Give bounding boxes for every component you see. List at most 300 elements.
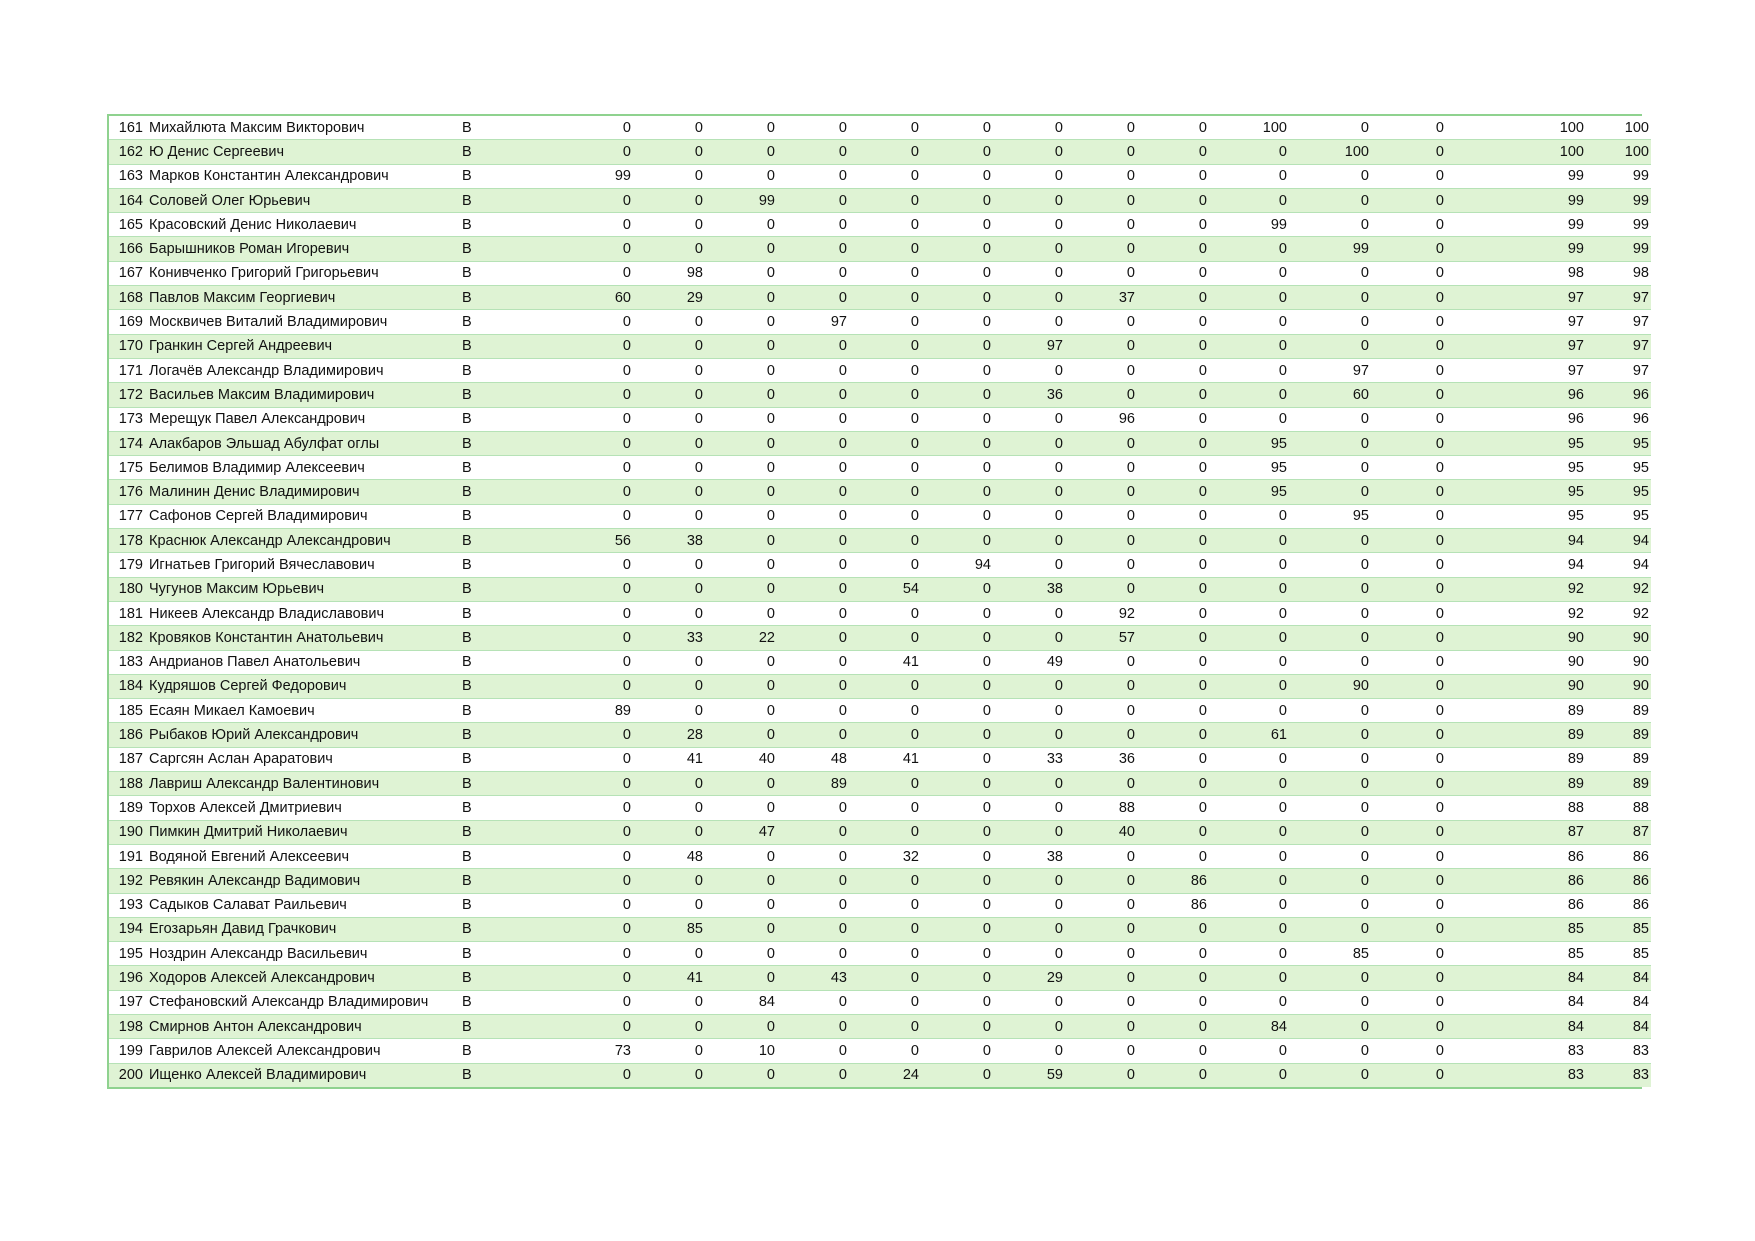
category-cell: B — [462, 188, 542, 212]
stage-score-cell: 0 — [781, 1014, 853, 1038]
participant-name-cell: Васильев Максим Владимирович — [149, 383, 462, 407]
stage-score-cell: 0 — [853, 310, 925, 334]
stage-score-cell: 0 — [1293, 772, 1375, 796]
stage-score-cell: 100 — [1213, 116, 1293, 140]
stage-score-cell: 0 — [1069, 529, 1141, 553]
total-score-cell: 99 — [1450, 188, 1586, 212]
participant-name-cell: Ю Денис Сергеевич — [149, 140, 462, 164]
table-row — [109, 1014, 1651, 1038]
place-cell: 175 — [109, 456, 149, 480]
stage-score-cell: 0 — [1069, 553, 1141, 577]
final-score-cell: 95 — [1586, 480, 1651, 504]
participant-name-cell: Соловей Олег Юрьевич — [149, 188, 462, 212]
place-cell: 195 — [109, 942, 149, 966]
place-cell: 178 — [109, 529, 149, 553]
stage-score-cell: 43 — [781, 966, 853, 990]
stage-score-cell: 0 — [925, 286, 997, 310]
stage-score-cell: 0 — [542, 140, 637, 164]
table-row — [109, 626, 1651, 650]
stage-score-cell: 0 — [781, 796, 853, 820]
place-cell: 187 — [109, 747, 149, 771]
stage-score-cell: 0 — [637, 820, 709, 844]
stage-score-cell: 0 — [1375, 553, 1450, 577]
stage-score-cell: 92 — [1069, 601, 1141, 625]
final-score-cell: 83 — [1586, 1039, 1651, 1063]
stage-score-cell: 41 — [637, 747, 709, 771]
stage-score-cell: 0 — [853, 917, 925, 941]
final-score-cell: 90 — [1586, 674, 1651, 698]
stage-score-cell: 0 — [925, 917, 997, 941]
stage-score-cell: 56 — [542, 529, 637, 553]
stage-score-cell: 0 — [853, 140, 925, 164]
stage-score-cell: 0 — [1375, 334, 1450, 358]
stage-score-cell: 0 — [1213, 383, 1293, 407]
stage-score-cell: 0 — [542, 820, 637, 844]
stage-score-cell: 0 — [542, 116, 637, 140]
stage-score-cell: 38 — [997, 844, 1069, 868]
stage-score-cell: 99 — [1293, 237, 1375, 261]
participant-name-cell: Малинин Денис Владимирович — [149, 480, 462, 504]
stage-score-cell: 0 — [853, 504, 925, 528]
table-row — [109, 699, 1651, 723]
place-cell: 193 — [109, 893, 149, 917]
table-row — [109, 140, 1651, 164]
total-score-cell: 95 — [1450, 504, 1586, 528]
stage-score-cell: 0 — [781, 431, 853, 455]
participant-name-cell: Кровяков Константин Анатольевич — [149, 626, 462, 650]
stage-score-cell: 0 — [709, 480, 781, 504]
stage-score-cell: 0 — [709, 601, 781, 625]
table-row — [109, 1063, 1651, 1087]
stage-score-cell: 0 — [1141, 286, 1213, 310]
stage-score-cell: 0 — [997, 116, 1069, 140]
stage-score-cell: 0 — [997, 1039, 1069, 1063]
place-cell: 165 — [109, 213, 149, 237]
final-score-cell: 86 — [1586, 869, 1651, 893]
stage-score-cell: 0 — [925, 1039, 997, 1063]
stage-score-cell: 0 — [781, 456, 853, 480]
participant-name-cell: Игнатьев Григорий Вячеславович — [149, 553, 462, 577]
stage-score-cell: 0 — [1213, 796, 1293, 820]
total-score-cell: 99 — [1450, 237, 1586, 261]
stage-score-cell: 36 — [997, 383, 1069, 407]
stage-score-cell: 0 — [1141, 1014, 1213, 1038]
stage-score-cell: 0 — [1069, 917, 1141, 941]
stage-score-cell: 0 — [853, 116, 925, 140]
stage-score-cell: 61 — [1213, 723, 1293, 747]
stage-score-cell: 0 — [1293, 480, 1375, 504]
stage-score-cell: 0 — [925, 772, 997, 796]
category-cell: B — [462, 286, 542, 310]
stage-score-cell: 0 — [709, 553, 781, 577]
stage-score-cell: 0 — [1069, 116, 1141, 140]
stage-score-cell: 0 — [781, 1063, 853, 1087]
stage-score-cell: 0 — [1069, 383, 1141, 407]
stage-score-cell: 0 — [781, 286, 853, 310]
final-score-cell: 89 — [1586, 747, 1651, 771]
table-row — [109, 310, 1651, 334]
place-cell: 179 — [109, 553, 149, 577]
stage-score-cell: 0 — [1375, 796, 1450, 820]
stage-score-cell: 0 — [997, 480, 1069, 504]
table-row — [109, 917, 1651, 941]
stage-score-cell: 0 — [853, 407, 925, 431]
place-cell: 199 — [109, 1039, 149, 1063]
stage-score-cell: 37 — [1069, 286, 1141, 310]
place-cell: 168 — [109, 286, 149, 310]
total-score-cell: 97 — [1450, 310, 1586, 334]
stage-score-cell: 0 — [637, 334, 709, 358]
stage-score-cell: 0 — [997, 772, 1069, 796]
stage-score-cell: 0 — [542, 990, 637, 1014]
stage-score-cell: 0 — [709, 431, 781, 455]
stage-score-cell: 0 — [1141, 626, 1213, 650]
total-score-cell: 90 — [1450, 626, 1586, 650]
stage-score-cell: 0 — [1069, 869, 1141, 893]
stage-score-cell: 0 — [637, 237, 709, 261]
total-score-cell: 100 — [1450, 116, 1586, 140]
stage-score-cell: 0 — [781, 188, 853, 212]
stage-score-cell: 0 — [781, 844, 853, 868]
table-row — [109, 358, 1651, 382]
stage-score-cell: 0 — [925, 237, 997, 261]
final-score-cell: 94 — [1586, 529, 1651, 553]
stage-score-cell: 0 — [1375, 164, 1450, 188]
stage-score-cell: 0 — [709, 674, 781, 698]
stage-score-cell: 33 — [997, 747, 1069, 771]
participant-name-cell: Гранкин Сергей Андреевич — [149, 334, 462, 358]
final-score-cell: 92 — [1586, 601, 1651, 625]
stage-score-cell: 0 — [781, 869, 853, 893]
stage-score-cell: 95 — [1293, 504, 1375, 528]
participant-name-cell: Кудряшов Сергей Федорович — [149, 674, 462, 698]
stage-score-cell: 0 — [709, 164, 781, 188]
stage-score-cell: 0 — [1213, 966, 1293, 990]
place-cell: 183 — [109, 650, 149, 674]
stage-score-cell: 0 — [709, 1014, 781, 1038]
stage-score-cell: 0 — [997, 358, 1069, 382]
total-score-cell: 97 — [1450, 358, 1586, 382]
stage-score-cell: 99 — [709, 188, 781, 212]
final-score-cell: 92 — [1586, 577, 1651, 601]
participant-name-cell: Михайлюта Максим Викторович — [149, 116, 462, 140]
stage-score-cell: 0 — [1213, 601, 1293, 625]
participant-name-cell: Красовский Денис Николаевич — [149, 213, 462, 237]
total-score-cell: 89 — [1450, 772, 1586, 796]
stage-score-cell: 94 — [925, 553, 997, 577]
stage-score-cell: 0 — [997, 164, 1069, 188]
stage-score-cell: 85 — [637, 917, 709, 941]
participant-name-cell: Краснюк Александр Александрович — [149, 529, 462, 553]
stage-score-cell: 88 — [1069, 796, 1141, 820]
category-cell: B — [462, 650, 542, 674]
stage-score-cell: 0 — [781, 383, 853, 407]
place-cell: 170 — [109, 334, 149, 358]
stage-score-cell: 24 — [853, 1063, 925, 1087]
stage-score-cell: 0 — [1293, 1039, 1375, 1063]
stage-score-cell: 0 — [853, 188, 925, 212]
place-cell: 161 — [109, 116, 149, 140]
stage-score-cell: 0 — [1293, 966, 1375, 990]
stage-score-cell: 0 — [1141, 1063, 1213, 1087]
stage-score-cell: 0 — [925, 893, 997, 917]
stage-score-cell: 0 — [1293, 723, 1375, 747]
stage-score-cell: 0 — [1141, 674, 1213, 698]
total-score-cell: 86 — [1450, 893, 1586, 917]
stage-score-cell: 0 — [1141, 116, 1213, 140]
total-score-cell: 88 — [1450, 796, 1586, 820]
stage-score-cell: 0 — [1375, 723, 1450, 747]
stage-score-cell: 0 — [925, 820, 997, 844]
stage-score-cell: 0 — [853, 480, 925, 504]
stage-score-cell: 0 — [1213, 893, 1293, 917]
stage-score-cell: 0 — [637, 577, 709, 601]
final-score-cell: 99 — [1586, 213, 1651, 237]
stage-score-cell: 41 — [853, 747, 925, 771]
participant-name-cell: Торхов Алексей Дмитриевич — [149, 796, 462, 820]
stage-score-cell: 0 — [997, 1014, 1069, 1038]
category-cell: B — [462, 990, 542, 1014]
stage-score-cell: 0 — [542, 772, 637, 796]
stage-score-cell: 0 — [997, 601, 1069, 625]
place-cell: 188 — [109, 772, 149, 796]
table-row — [109, 966, 1651, 990]
final-score-cell: 89 — [1586, 699, 1651, 723]
total-score-cell: 100 — [1450, 140, 1586, 164]
stage-score-cell: 0 — [709, 796, 781, 820]
final-score-cell: 84 — [1586, 1014, 1651, 1038]
place-cell: 181 — [109, 601, 149, 625]
stage-score-cell: 0 — [542, 626, 637, 650]
stage-score-cell: 0 — [1141, 966, 1213, 990]
stage-score-cell: 0 — [1069, 480, 1141, 504]
stage-score-cell: 0 — [542, 261, 637, 285]
stage-score-cell: 0 — [925, 431, 997, 455]
stage-score-cell: 0 — [1375, 601, 1450, 625]
participant-name-cell: Мерещук Павел Александрович — [149, 407, 462, 431]
stage-score-cell: 0 — [1069, 456, 1141, 480]
stage-score-cell: 0 — [1141, 1039, 1213, 1063]
participant-name-cell: Барышников Роман Игоревич — [149, 237, 462, 261]
stage-score-cell: 0 — [1069, 358, 1141, 382]
total-score-cell: 98 — [1450, 261, 1586, 285]
stage-score-cell: 0 — [1213, 699, 1293, 723]
stage-score-cell: 0 — [1293, 407, 1375, 431]
total-score-cell: 85 — [1450, 942, 1586, 966]
stage-score-cell: 86 — [1141, 869, 1213, 893]
stage-score-cell: 0 — [637, 188, 709, 212]
category-cell: B — [462, 140, 542, 164]
participant-name-cell: Алакбаров Эльшад Абулфат оглы — [149, 431, 462, 455]
stage-score-cell: 0 — [853, 164, 925, 188]
place-cell: 173 — [109, 407, 149, 431]
stage-score-cell: 0 — [1141, 844, 1213, 868]
stage-score-cell: 95 — [1213, 480, 1293, 504]
stage-score-cell: 0 — [1293, 456, 1375, 480]
stage-score-cell: 0 — [542, 650, 637, 674]
stage-score-cell: 0 — [709, 116, 781, 140]
stage-score-cell: 90 — [1293, 674, 1375, 698]
stage-score-cell: 0 — [637, 1014, 709, 1038]
stage-score-cell: 0 — [637, 1063, 709, 1087]
final-score-cell: 96 — [1586, 407, 1651, 431]
stage-score-cell: 0 — [709, 334, 781, 358]
place-cell: 176 — [109, 480, 149, 504]
stage-score-cell: 54 — [853, 577, 925, 601]
stage-score-cell: 0 — [1293, 431, 1375, 455]
stage-score-cell: 0 — [637, 431, 709, 455]
stage-score-cell: 0 — [925, 261, 997, 285]
stage-score-cell: 0 — [1293, 213, 1375, 237]
stage-score-cell: 0 — [1293, 990, 1375, 1014]
stage-score-cell: 0 — [709, 869, 781, 893]
total-score-cell: 94 — [1450, 553, 1586, 577]
total-score-cell: 99 — [1450, 164, 1586, 188]
stage-score-cell: 0 — [1069, 723, 1141, 747]
stage-score-cell: 0 — [637, 504, 709, 528]
stage-score-cell: 0 — [709, 383, 781, 407]
final-score-cell: 88 — [1586, 796, 1651, 820]
table-row — [109, 456, 1651, 480]
table-row — [109, 164, 1651, 188]
category-cell: B — [462, 844, 542, 868]
place-cell: 172 — [109, 383, 149, 407]
stage-score-cell: 0 — [781, 577, 853, 601]
stage-score-cell: 0 — [709, 650, 781, 674]
stage-score-cell: 0 — [1069, 844, 1141, 868]
place-cell: 167 — [109, 261, 149, 285]
stage-score-cell: 0 — [637, 140, 709, 164]
stage-score-cell: 0 — [997, 286, 1069, 310]
category-cell: B — [462, 237, 542, 261]
category-cell: B — [462, 431, 542, 455]
stage-score-cell: 0 — [997, 990, 1069, 1014]
stage-score-cell: 0 — [1375, 966, 1450, 990]
stage-score-cell: 0 — [1069, 310, 1141, 334]
category-cell: B — [462, 358, 542, 382]
category-cell: B — [462, 504, 542, 528]
stage-score-cell: 0 — [1069, 1063, 1141, 1087]
place-cell: 191 — [109, 844, 149, 868]
total-score-cell: 83 — [1450, 1063, 1586, 1087]
stage-score-cell: 0 — [853, 796, 925, 820]
results-table — [107, 114, 1649, 1089]
stage-score-cell: 0 — [1375, 237, 1450, 261]
stage-score-cell: 0 — [1069, 334, 1141, 358]
place-cell: 169 — [109, 310, 149, 334]
stage-score-cell: 0 — [1141, 699, 1213, 723]
stage-score-cell: 29 — [997, 966, 1069, 990]
stage-score-cell: 0 — [637, 796, 709, 820]
stage-score-cell: 49 — [997, 650, 1069, 674]
stage-score-cell: 0 — [542, 310, 637, 334]
stage-score-cell: 48 — [637, 844, 709, 868]
category-cell: B — [462, 747, 542, 771]
stage-score-cell: 0 — [1141, 310, 1213, 334]
category-cell: B — [462, 553, 542, 577]
stage-score-cell: 0 — [925, 140, 997, 164]
stage-score-cell: 0 — [1213, 237, 1293, 261]
table-row — [109, 480, 1651, 504]
stage-score-cell: 0 — [637, 893, 709, 917]
total-score-cell: 86 — [1450, 844, 1586, 868]
stage-score-cell: 0 — [542, 674, 637, 698]
stage-score-cell: 84 — [709, 990, 781, 1014]
participant-name-cell: Егозарьян Давид Грачкович — [149, 917, 462, 941]
total-score-cell: 87 — [1450, 820, 1586, 844]
stage-score-cell: 0 — [1069, 990, 1141, 1014]
participant-name-cell: Сафонов Сергей Владимирович — [149, 504, 462, 528]
stage-score-cell: 0 — [1141, 504, 1213, 528]
stage-score-cell: 0 — [1141, 164, 1213, 188]
stage-score-cell: 0 — [1141, 188, 1213, 212]
stage-score-cell: 85 — [1293, 942, 1375, 966]
stage-score-cell: 0 — [997, 140, 1069, 164]
stage-score-cell: 0 — [637, 772, 709, 796]
stage-score-cell: 0 — [542, 723, 637, 747]
category-cell: B — [462, 529, 542, 553]
place-cell: 186 — [109, 723, 149, 747]
stage-score-cell: 0 — [781, 626, 853, 650]
stage-score-cell: 0 — [1213, 747, 1293, 771]
stage-score-cell: 0 — [1375, 1014, 1450, 1038]
final-score-cell: 99 — [1586, 188, 1651, 212]
stage-score-cell: 0 — [1375, 699, 1450, 723]
stage-score-cell: 0 — [542, 942, 637, 966]
stage-score-cell: 0 — [709, 699, 781, 723]
stage-score-cell: 0 — [997, 699, 1069, 723]
stage-score-cell: 0 — [1375, 407, 1450, 431]
stage-score-cell: 0 — [925, 844, 997, 868]
stage-score-cell: 0 — [709, 577, 781, 601]
stage-score-cell: 0 — [997, 310, 1069, 334]
stage-score-cell: 0 — [637, 383, 709, 407]
stage-score-cell: 0 — [781, 237, 853, 261]
final-score-cell: 100 — [1586, 116, 1651, 140]
stage-score-cell: 0 — [997, 626, 1069, 650]
final-score-cell: 95 — [1586, 431, 1651, 455]
stage-score-cell: 0 — [997, 188, 1069, 212]
stage-score-cell: 0 — [637, 456, 709, 480]
category-cell: B — [462, 626, 542, 650]
total-score-cell: 96 — [1450, 407, 1586, 431]
stage-score-cell: 0 — [781, 334, 853, 358]
stage-score-cell: 0 — [542, 844, 637, 868]
stage-score-cell: 0 — [1213, 188, 1293, 212]
final-score-cell: 86 — [1586, 893, 1651, 917]
stage-score-cell: 0 — [1293, 601, 1375, 625]
final-score-cell: 99 — [1586, 164, 1651, 188]
category-cell: B — [462, 261, 542, 285]
final-score-cell: 94 — [1586, 553, 1651, 577]
stage-score-cell: 0 — [637, 358, 709, 382]
stage-score-cell: 0 — [997, 942, 1069, 966]
stage-score-cell: 0 — [925, 650, 997, 674]
participant-name-cell: Белимов Владимир Алексеевич — [149, 456, 462, 480]
stage-score-cell: 0 — [853, 358, 925, 382]
total-score-cell: 84 — [1450, 1014, 1586, 1038]
final-score-cell: 95 — [1586, 504, 1651, 528]
participant-name-cell: Саргсян Аслан Араратович — [149, 747, 462, 771]
stage-score-cell: 0 — [1375, 480, 1450, 504]
stage-score-cell: 0 — [925, 383, 997, 407]
stage-score-cell: 0 — [853, 942, 925, 966]
stage-score-cell: 0 — [853, 286, 925, 310]
stage-score-cell: 0 — [1069, 188, 1141, 212]
stage-score-cell: 0 — [542, 601, 637, 625]
total-score-cell: 89 — [1450, 747, 1586, 771]
stage-score-cell: 0 — [542, 1063, 637, 1087]
